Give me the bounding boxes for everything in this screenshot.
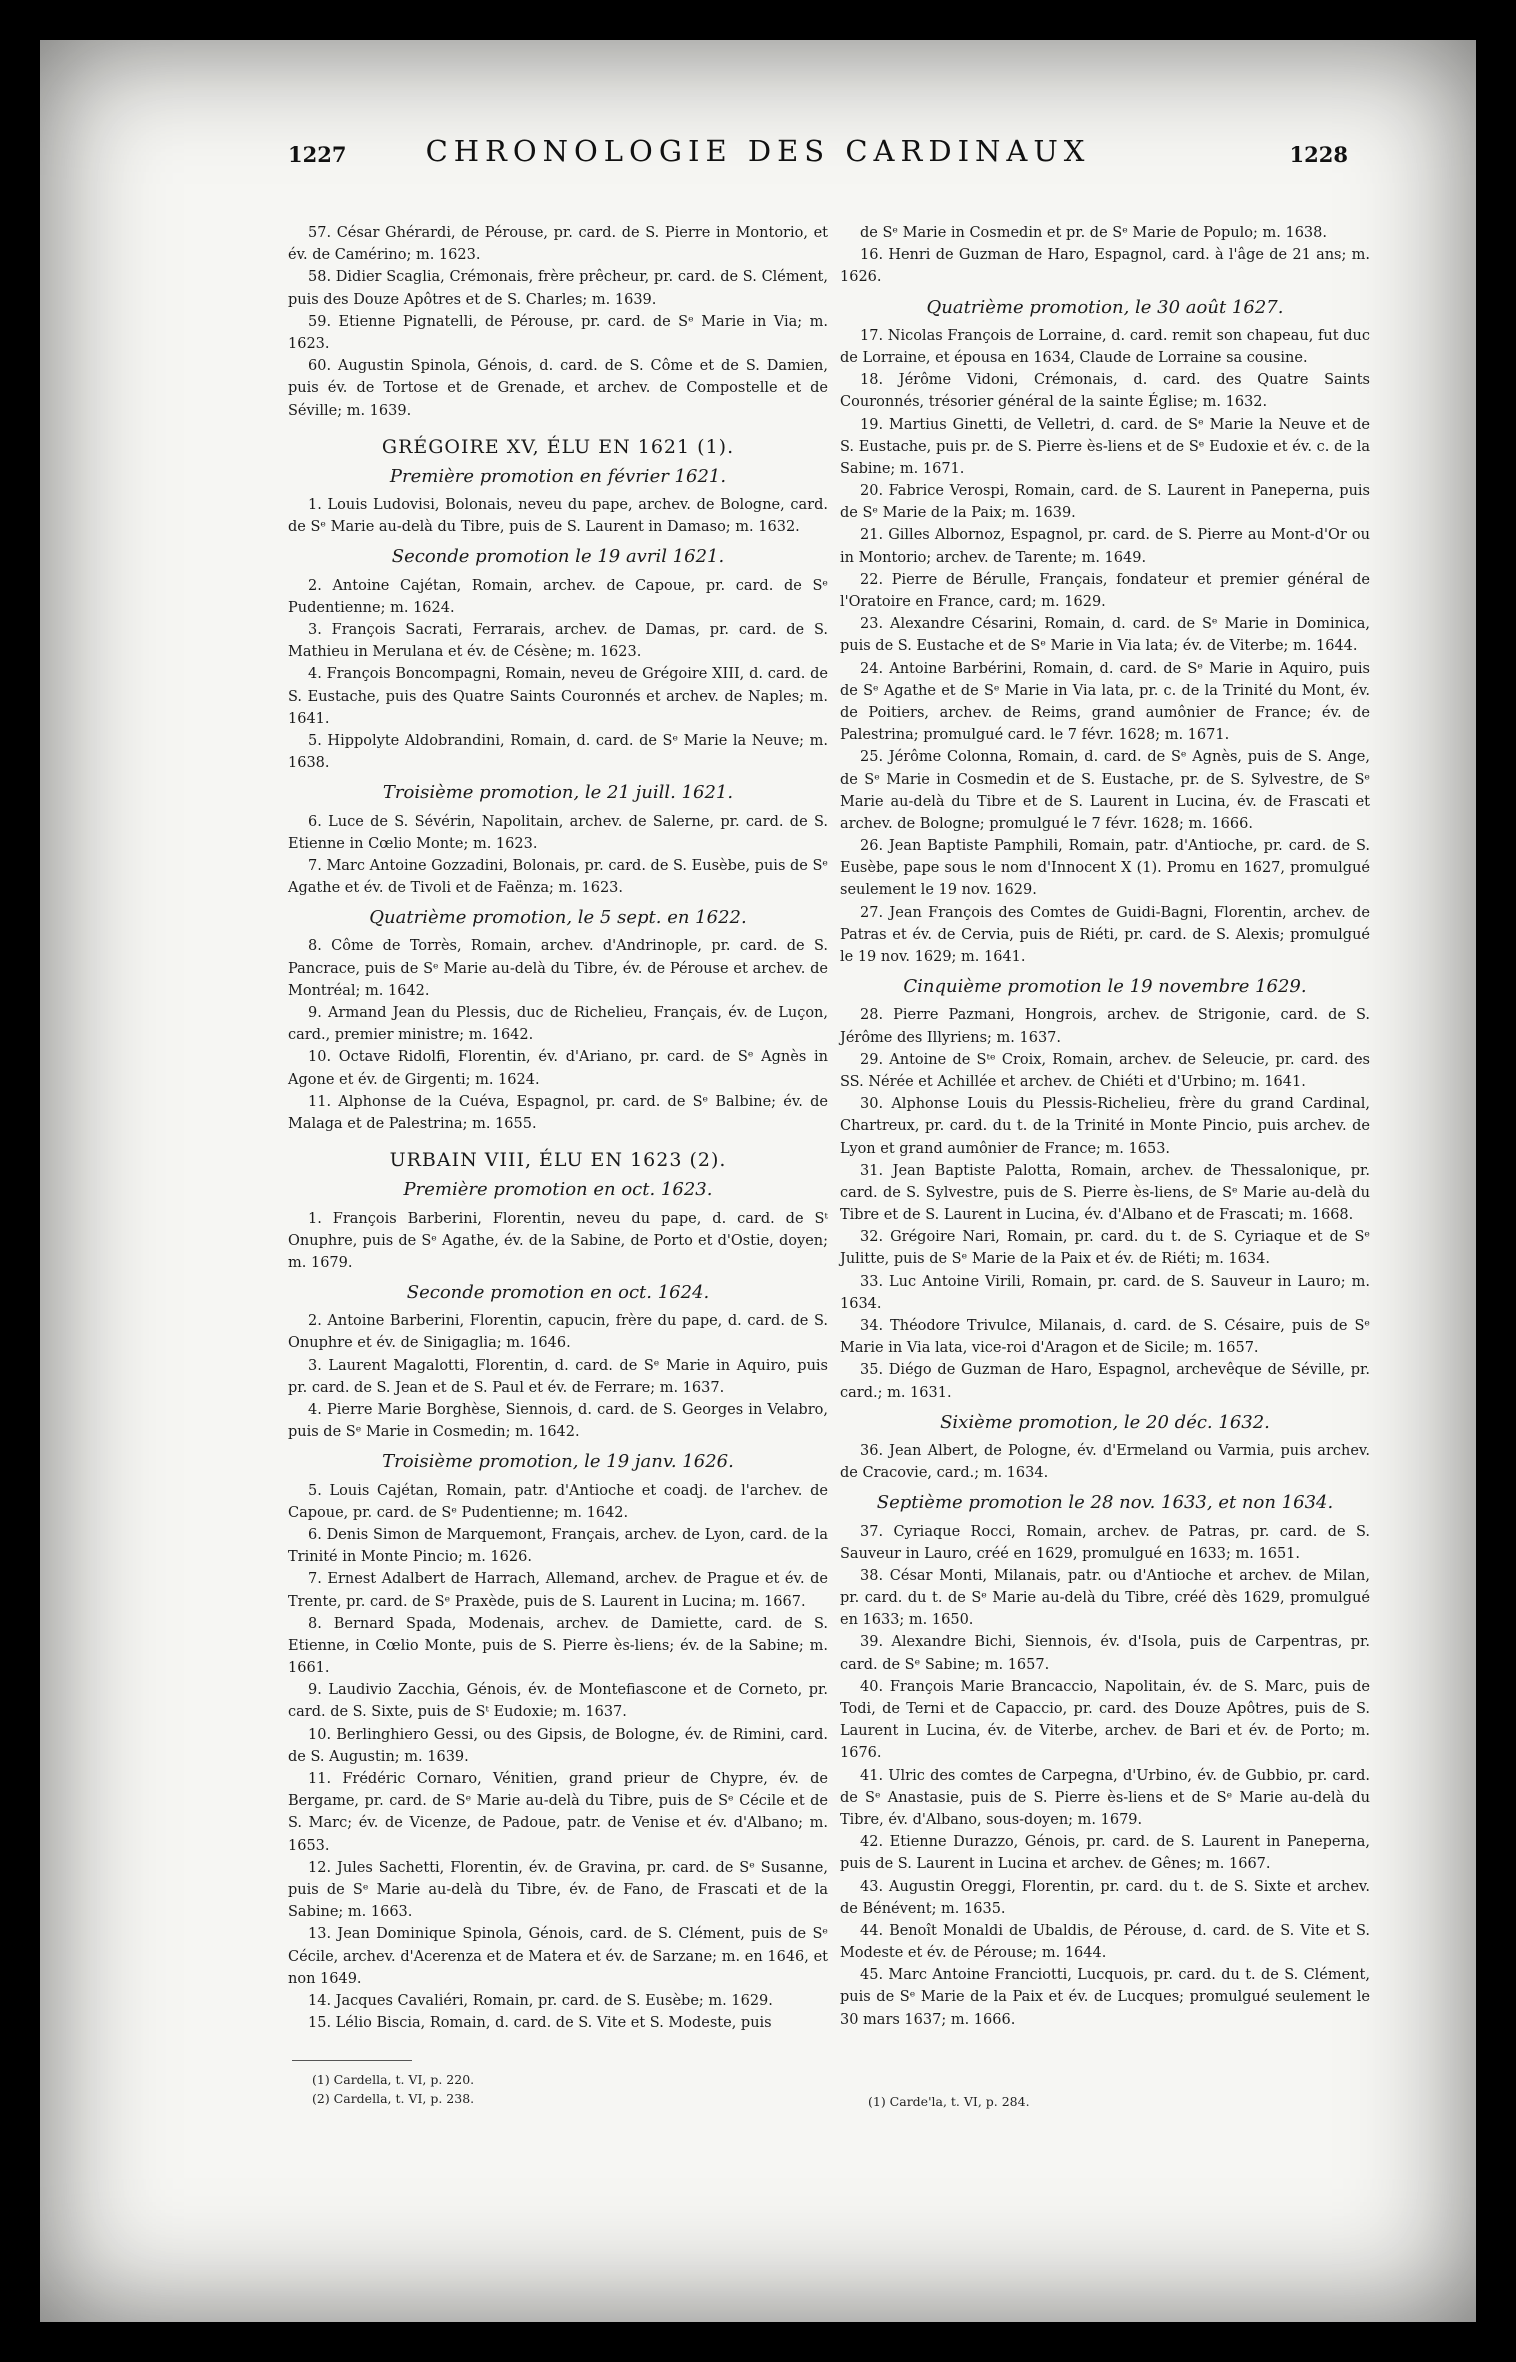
cardinal-entry: 27. Jean François des Comtes de Guidi-Bagni, Florentin, archev. de Patras et év. de Cervia, puis de Riéti, pr. card. de S. Alexis; promulgué le 19 nov. 1629; m. 1641. xyxy=(840,904,1370,965)
promotion-title: Quatrième promotion, le 5 sept. en 1622. xyxy=(369,907,747,929)
promotion-entries xyxy=(288,1310,828,1443)
cardinal-entry: 1. François Barberini, Florentin, neveu du pape, d. card. de Sᵗ Onuphre, puis de Sᵉ Agathe, év. de la Sabine, de Porto et d'Ostie, doyen; m. 1679. xyxy=(288,1210,828,1271)
cardinal-entry: 37. Cyriaque Rocci, Romain, archev. de Patras, pr. card. de S. Sauveur in Lauro, créé en 1629, promulgué en 1633; m. 1651. xyxy=(840,1523,1370,1562)
cardinal-entry: 4. Pierre Marie Borghèse, Siennois, d. card. de S. Georges in Velabro, puis de Sᵉ Marie in Cosmedin; m. 1642. xyxy=(288,1402,828,1441)
right-column xyxy=(840,222,1370,2031)
cardinal-entry: 35. Diégo de Guzman de Haro, Espagnol, archevêque de Séville, pr. card.; m. 1631. xyxy=(840,1362,1370,1401)
cardinal-entry: 8. Côme de Torrès, Romain, archev. d'Andrinople, pr. card. de S. Pancrace, puis de Sᵉ Marie au-delà du Tibre, év. de Pérouse et archev. de Montréal; m. 1642. xyxy=(288,938,828,999)
cardinal-entry: 21. Gilles Albornoz, Espagnol, pr. card. de S. Pierre au Mont-d'Or ou in Montorio; archev. de Tarente; m. 1649. xyxy=(840,527,1370,566)
promotion-entries xyxy=(840,1004,1370,1403)
cardinal-entry: 31. Jean Baptiste Palotta, Romain, archev. de Thessalonique, pr. card. de S. Sylvestre, puis de S. Pierre ès-liens, de Sᵉ Marie au-delà du Tibre et de S. Laurent in Lucina, év. d'Albano et de Frascati; m. 1668. xyxy=(840,1162,1370,1224)
cardinal-entry: 19. Martius Ginetti, de Velletri, d. card. de Sᵉ Marie la Neuve et de S. Eustache, puis pr. de S. Pierre ès-liens et de Sᵉ Eudoxie et év. c. de la Sabine; m. 1671. xyxy=(840,416,1370,477)
cardinal-entry: 25. Jérôme Colonna, Romain, d. card. de Sᵉ Agnès, puis de S. Ange, de Sᵉ Marie in Cosmedin et de S. Eustache, pr. de S. Sylvestre, de Sᵉ Marie au-delà du Tibre et de S. Laurent in Lucina, év. de Frascati et archev. de Bologne; promulgué le 7 févr. 1628; m. 1666. xyxy=(840,749,1370,832)
cardinal-entry: 20. Fabrice Verospi, Romain, card. de S. Laurent in Paneperna, puis de Sᵉ Marie de la Paix; m. 1639. xyxy=(840,483,1370,522)
section-heading-urbain: URBAIN VIII, ÉLU EN 1623 (2). xyxy=(389,1149,727,1172)
promotion-title: Septième promotion le 28 nov. 1633, et non 1634. xyxy=(876,1492,1334,1514)
cardinal-entry: de Sᵉ Marie in Cosmedin et pr. de Sᵉ Marie de Populo; m. 1638. xyxy=(860,225,1327,241)
cardinal-entry: 3. François Sacrati, Ferrarais, archev. de Damas, pr. card. de S. Mathieu in Merulana et év. de Césène; m. 1623. xyxy=(288,622,828,661)
cardinal-entry: 5. Louis Cajétan, Romain, patr. d'Antioche et coadj. de l'archev. de Capoue, pr. card. de Sᵉ Pudentienne; m. 1642. xyxy=(288,1482,828,1521)
cardinal-entry: 11. Frédéric Cornaro, Vénitien, grand prieur de Chypre, év. de Bergame, pr. card. de Sᵉ Marie au-delà du Tibre, puis de Sᵉ Cécile et de S. Marc; év. de Vicenze, de Padoue, patr. de Venise et év. d'Albano; m. 1653. xyxy=(288,1771,828,1854)
cardinal-entry: 57. César Ghérardi, de Pérouse, pr. card. de S. Pierre in Montorio, et év. de Camérino; m. 1623. xyxy=(288,225,828,264)
cardinal-entry: 6. Denis Simon de Marquemont, Français, archev. de Lyon, card. de la Trinité in Monte Pincio; m. 1626. xyxy=(288,1526,828,1566)
cardinal-entry: 42. Etienne Durazzo, Génois, pr. card. de S. Laurent in Paneperna, puis de S. Laurent in Lucina et archev. de Gênes; m. 1667. xyxy=(840,1834,1370,1873)
promotion-title: Première promotion en février 1621. xyxy=(389,465,727,487)
right-footnotes xyxy=(848,2092,1368,2111)
cardinal-entry: 3. Laurent Magalotti, Florentin, d. card. de Sᵉ Marie in Aquiro, puis pr. card. de S. Jean et de S. Paul et év. de Ferrare; m. 1637. xyxy=(288,1357,828,1396)
cardinal-entry: 13. Jean Dominique Spinola, Génois, card. de S. Clément, puis de Sᵉ Cécile, archev. d'Acerenza et de Matera et év. de Sarzane; m. en 1646, et non 1649. xyxy=(288,1926,828,1987)
cardinal-entry: 23. Alexandre Césarini, Romain, d. card. de Sᵉ Marie in Dominica, puis de S. Eustache et de Sᵉ Marie in Via lata; év. de Viterbe; m. 1644. xyxy=(840,616,1370,655)
cardinal-entry: 16. Henri de Guzman de Haro, Espagnol, card. à l'âge de 21 ans; m. 1626. xyxy=(840,247,1370,286)
cardinal-entry: 26. Jean Baptiste Pamphili, Romain, patr. d'Antioche, pr. card. de S. Eusèbe, pape sous le nom d'Innocent X (1). Promu en 1627, promulgué seulement le 19 nov. 1629. xyxy=(840,838,1370,899)
cardinal-entry: 45. Marc Antoine Franciotti, Lucquois, pr. card. du t. de S. Clément, puis de Sᵉ Marie de la Paix et év. de Lucques; promulgué seulement le 30 mars 1637; m. 1666. xyxy=(840,1967,1370,2028)
promotion-title: Cinquième promotion le 19 novembre 1629. xyxy=(903,976,1307,998)
cardinal-entry: 2. Antoine Cajétan, Romain, archev. de Capoue, pr. card. de Sᵉ Pudentienne; m. 1624. xyxy=(288,577,828,616)
page-header xyxy=(40,134,1476,194)
cardinal-entry: 17. Nicolas François de Lorraine, d. card. remit son chapeau, fut duc de Lorraine, et épousa en 1634, Claude de Lorraine sa cousine. xyxy=(840,327,1370,366)
cardinal-entry: 60. Augustin Spinola, Génois, d. card. de S. Côme et de S. Damien, puis év. de Tortose et de Grenade, et archev. de Compostelle et de Séville; m. 1639. xyxy=(288,358,828,419)
cardinal-entry: 10. Octave Ridolfi, Florentin, év. d'Ariano, pr. card. de Sᵉ Agnès in Agone et év. de Girgenti; m. 1624. xyxy=(288,1049,828,1088)
cardinal-entry: 15. Lélio Biscia, Romain, d. card. de S. Vite et S. Modeste, puis xyxy=(308,2015,772,2032)
section-heading-gregoire: GRÉGOIRE XV, ÉLU EN 1621 (1). xyxy=(381,435,735,458)
promotion-entries xyxy=(288,935,828,1135)
cardinal-entry: 33. Luc Antoine Virili, Romain, pr. card. de S. Sauveur in Lauro; m. 1634. xyxy=(840,1273,1370,1312)
right-page-number: 1228 xyxy=(1289,142,1348,167)
cardinal-entry: 4. François Boncompagni, Romain, neveu de Grégoire XIII, d. card. de S. Eustache, puis des Quatre Saints Couronnés et archev. de Naples; m. 1641. xyxy=(288,666,828,727)
cardinal-entry: 14. Jacques Cavaliéri, Romain, pr. card. de S. Eusèbe; m. 1629. xyxy=(308,1992,773,2009)
left-column xyxy=(288,222,828,2034)
footnote-rule xyxy=(292,2060,412,2061)
cardinal-entry: 8. Bernard Spada, Modenais, archev. de Damiette, card. de S. Etienne, in Cœlio Monte, puis de S. Pierre ès-liens; év. de la Sabine; m. 1661. xyxy=(288,1615,828,1677)
cardinal-entry: 18. Jérôme Vidoni, Crémonais, d. card. des Quatre Saints Couronnés, trésorier général de la sainte Église; m. 1632. xyxy=(840,372,1370,411)
cardinal-entry: 10. Berlinghiero Gessi, ou des Gipsis, de Bologne, év. de Rimini, card. de S. Augustin; m. 1639. xyxy=(288,1726,828,1765)
cardinal-entry: 24. Antoine Barbérini, Romain, d. card. de Sᵉ Marie in Aquiro, puis de Sᵉ Agathe et de Sᵉ Marie in Via lata, pr. c. de la Trinité du Mont, év. de Poitiers, archev. de Reims, grand aumônier de France; év. de Palestrina; promulgué card. le 7 févr. 1628; m. 1671. xyxy=(840,660,1370,744)
cardinal-entry: 59. Etienne Pignatelli, de Pérouse, pr. card. de Sᵉ Marie in Via; m. 1623. xyxy=(288,313,828,352)
cardinal-entry: 5. Hippolyte Aldobrandini, Romain, d. card. de Sᵉ Marie la Neuve; m. 1638. xyxy=(288,732,828,772)
promotion-entries xyxy=(288,811,828,900)
cardinal-entry: 38. César Monti, Milanais, patr. ou d'Antioche et archev. de Milan, pr. card. du t. de Sᵉ Marie au-delà du Tibre, créé dès 1629, promulgué en 1633; m. 1650. xyxy=(840,1567,1370,1629)
promotion-title: Première promotion en oct. 1623. xyxy=(403,1179,713,1201)
cardinal-entry: 7. Marc Antoine Gozzadini, Bolonais, pr. card. de S. Eusèbe, puis de Sᵉ Agathe et év. de Tivoli et de Faënza; m. 1623. xyxy=(288,857,829,897)
cardinal-entry: 1. Louis Ludovisi, Bolonais, neveu du pape, archev. de Bologne, card. de Sᵉ Marie au-delà du Tibre, puis de S. Laurent in Damaso; m. 1632. xyxy=(288,497,828,536)
intro-entries xyxy=(840,222,1370,289)
cardinal-entry: 36. Jean Albert, de Pologne, év. d'Ermeland ou Varmia, puis archev. de Cracovie, card.; m. 1634. xyxy=(840,1442,1370,1482)
cardinal-entry: 9. Armand Jean du Plessis, duc de Richelieu, Français, év. de Luçon, card., premier ministre; m. 1642. xyxy=(288,1005,828,1044)
cardinal-entry: 58. Didier Scaglia, Crémonais, frère prêcheur, pr. card. de S. Clément, puis des Douze Apôtres et de S. Charles; m. 1639. xyxy=(288,269,828,308)
cardinal-entry: (1) Carde'la, t. VI, p. 284. xyxy=(868,2094,1030,2109)
cardinal-entry: (2) Cardella, t. VI, p. 238. xyxy=(312,2091,475,2106)
cardinal-entry: 28. Pierre Pazmani, Hongrois, archev. de Strigonie, card. de S. Jérôme des Illyriens; m. 1637. xyxy=(840,1007,1370,1046)
cardinal-entry: 12. Jules Sachetti, Florentin, év. de Gravina, pr. card. de Sᵉ Susanne, puis de Sᵉ Marie au-delà du Tibre, év. de Fano, de Frascati et de la Sabine; m. 1663. xyxy=(288,1859,828,1921)
promotion-entries xyxy=(840,325,1370,968)
page-title: CHRONOLOGIE DES CARDINAUX xyxy=(425,134,1091,168)
left-page-number: 1227 xyxy=(288,142,347,167)
cardinal-entry: 41. Ulric des comtes de Carpegna, d'Urbino, év. de Gubbio, pr. card. de Sᵉ Anastasie, puis de S. Pierre ès-liens et de Sᵉ Marie au-delà du Tibre, év. d'Albano, sous-doyen; m. 1679. xyxy=(840,1767,1370,1828)
cardinal-entry: 11. Alphonse de la Cuéva, Espagnol, pr. card. de Sᵉ Balbine; év. de Malaga et de Palestrina; m. 1655. xyxy=(288,1093,828,1132)
cardinal-entry: 40. François Marie Brancaccio, Napolitain, év. de S. Marc, puis de Todi, de Terni et de Capaccio, pr. card. des Douze Apôtres, puis de S. Laurent in Lucina, év. de Viterbe, archev. de Bari et év. de Porto; m. 1676. xyxy=(840,1678,1370,1762)
promotion-entries xyxy=(288,1480,828,2035)
cardinal-entry: 44. Benoît Monaldi de Ubaldis, de Pérouse, d. card. de S. Vite et S. Modeste et év. de Pérouse; m. 1644. xyxy=(840,1922,1370,1962)
cardinal-entry: 34. Théodore Trivulce, Milanais, d. card. de S. Césaire, puis de Sᵉ Marie in Via lata, vice-roi d'Aragon et de Sicile; m. 1657. xyxy=(840,1318,1370,1357)
intro-entries xyxy=(288,222,828,422)
cardinal-entry: 39. Alexandre Bichi, Siennois, év. d'Isola, puis de Carpentras, pr. card. de Sᵉ Sabine; m. 1657. xyxy=(840,1634,1370,1673)
promotion-title: Sixième promotion, le 20 déc. 1632. xyxy=(940,1411,1270,1433)
promotion-entries xyxy=(840,1440,1370,1484)
promotion-title: Quatrième promotion, le 30 août 1627. xyxy=(926,296,1284,318)
cardinal-entry: 29. Antoine de Sᵗᵉ Croix, Romain, archev. de Seleucie, pr. card. des SS. Nérée et Achillée et archev. de Chiéti et d'Urbino; m. 1641. xyxy=(840,1051,1370,1090)
left-footnotes xyxy=(292,2070,812,2108)
promotion-title: Troisième promotion, le 21 juill. 1621. xyxy=(382,782,734,804)
cardinal-entry: 22. Pierre de Bérulle, Français, fondateur et premier général de l'Oratoire en France, card; m. 1629. xyxy=(840,571,1370,610)
cardinal-entry: 43. Augustin Oreggi, Florentin, pr. card. du t. de S. Sixte et archev. de Bénévent; m. 1635. xyxy=(840,1878,1370,1917)
promotion-title: Seconde promotion en oct. 1624. xyxy=(406,1282,710,1304)
cardinal-entry: (1) Cardella, t. VI, p. 220. xyxy=(312,2072,475,2087)
cardinal-entry: 2. Antoine Barberini, Florentin, capucin, frère du pape, d. card. de S. Onuphre et év. de Sinigaglia; m. 1646. xyxy=(288,1313,828,1352)
promotion-entries xyxy=(288,1208,828,1275)
cardinal-entry: 7. Ernest Adalbert de Harrach, Allemand, archev. de Prague et év. de Trente, pr. card. de Sᵉ Praxède, puis de S. Laurent in Lucina; m. 1667. xyxy=(288,1571,828,1610)
cardinal-entry: 30. Alphonse Louis du Plessis-Richelieu, frère du grand Cardinal, Chartreux, pr. card. du t. de la Trinité in Monte Pincio, puis archev. de Lyon et grand aumônier de France; m. 1653. xyxy=(840,1096,1370,1157)
promotion-entries xyxy=(288,494,828,538)
document-page xyxy=(40,40,1476,2322)
cardinal-entry: 9. Laudivio Zacchia, Génois, év. de Montefiascone et de Corneto, pr. card. de S. Sixte, puis de Sᵗ Eudoxie; m. 1637. xyxy=(288,1682,828,1721)
cardinal-entry: 32. Grégoire Nari, Romain, pr. card. du t. de S. Cyriaque et de Sᵉ Julitte, puis de Sᵉ Marie de la Paix et év. de Riéti; m. 1634. xyxy=(840,1229,1370,1268)
cardinal-entry: 6. Luce de S. Sévérin, Napolitain, archev. de Salerne, pr. card. de S. Etienne in Cœlio Monte; m. 1623. xyxy=(288,813,828,852)
promotion-entries xyxy=(840,1521,1370,2031)
promotion-entries xyxy=(288,575,828,775)
promotion-title: Troisième promotion, le 19 janv. 1626. xyxy=(382,1451,734,1473)
promotion-title: Seconde promotion le 19 avril 1621. xyxy=(391,546,725,568)
